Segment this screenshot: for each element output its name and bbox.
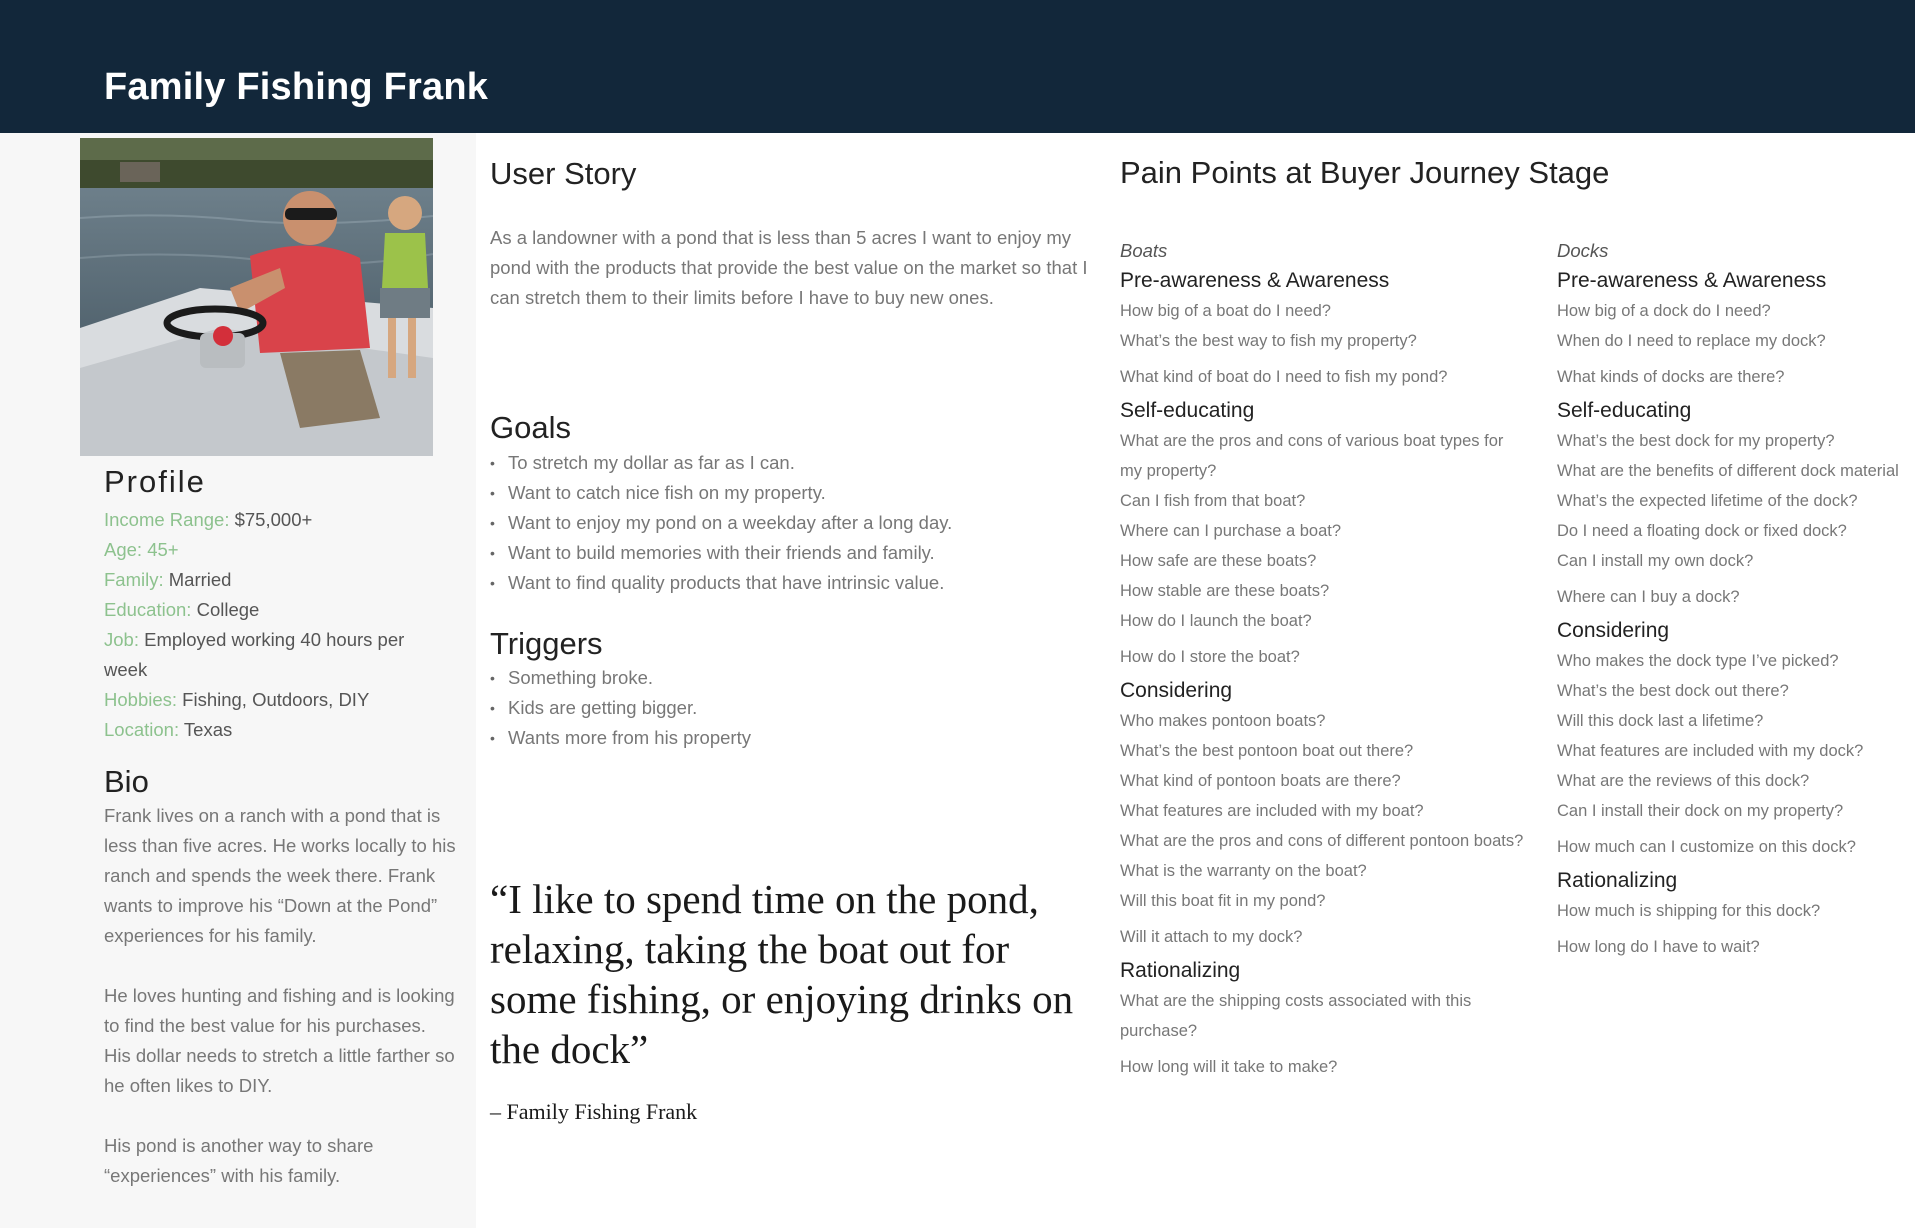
stage-list [1557,646,1915,862]
goal-item: • Want to catch nice fish on my property. [490,478,952,508]
pain-point-item: What kind of boat do I need to fish my pond? [1120,368,1448,386]
stage-list [1557,296,1915,392]
stage-list [1120,296,1550,392]
profile-label: Income Range: [104,509,230,530]
stage-list [1120,986,1550,1082]
pain-point-item: my property? [1120,462,1217,480]
profile-label: Education: [104,599,192,620]
pain-point-item: What are the pros and cons of various boat types for [1120,432,1504,450]
stage-heading: Considering [1557,619,1670,642]
trigger-item: • Wants more from his property [490,723,751,753]
pain-point-item: Will this boat fit in my pond? [1120,892,1326,910]
profile-location [104,715,444,745]
stage-list [1557,896,1915,962]
goal-item: • Want to find quality products that have intrinsic value. [490,568,952,598]
docks-category-label: Docks [1557,240,1609,261]
profile-age [104,535,444,565]
triggers-title: Triggers [490,626,603,661]
docks-column [1557,236,1915,962]
pain-point-item: Can I fish from that boat? [1120,492,1306,510]
pain-point-item: What’s the best dock out there? [1557,682,1789,700]
stage-list [1557,426,1915,612]
stage-list [1120,706,1550,952]
trigger-item: • Kids are getting bigger. [490,693,751,723]
pain-point-item: What’s the expected lifetime of the dock? [1557,492,1858,510]
pain-point-item: purchase? [1120,1022,1198,1040]
profile-family [104,565,444,595]
stage-heading: Self-educating [1120,399,1255,422]
pain-point-item: Do I need a floating dock or fixed dock? [1557,522,1847,540]
goal-item: • To stretch my dollar as far as I can. [490,448,952,478]
page-title: Family Fishing Frank [104,66,489,108]
user-story-text: As a landowner with a pond that is less than 5 acres I want to enjoy my pond with the products that provide the best value on the market so that I can stretch them to their limits before I have to buy new ones. [490,227,1088,308]
stage-list [1120,426,1550,672]
pain-point-item: How long will it take to make? [1120,1058,1338,1076]
profile-job [104,625,444,685]
profile-value: Texas [179,719,233,740]
pain-point-item: How much is shipping for this dock? [1557,902,1821,920]
header-bar [0,0,1915,133]
user-story-title: User Story [490,156,637,191]
profile-value: College [191,599,260,620]
profile-label: Hobbies: [104,689,178,710]
trigger-item: • Something broke. [490,663,751,693]
bio-text [104,801,456,1221]
goal-item: • Want to build memories with their friends and family. [490,538,952,568]
pain-point-item: What’s the best way to fish my property? [1120,332,1417,350]
goals-title: Goals [490,410,571,445]
profile-education [104,595,444,625]
profile-list [104,505,444,745]
pain-point-item: How do I store the boat? [1120,648,1300,666]
profile-label: Location: [104,719,180,740]
pain-point-item: What features are included with my boat? [1120,802,1424,820]
quote-author: – Family Fishing Frank [490,1099,698,1124]
goal-item: • Want to enjoy my pond on a weekday after a long day. [490,508,952,538]
pain-point-item: Will it attach to my dock? [1120,928,1303,946]
boats-category-label: Boats [1120,240,1168,261]
profile-value: $75,000+ [229,509,313,530]
profile-label: Family: [104,569,164,590]
pain-point-item: What features are included with my dock? [1557,742,1864,760]
boats-column [1120,236,1550,1082]
pain-point-item: What is the warranty on the boat? [1120,862,1367,880]
goals-list [490,448,952,598]
pain-point-item: Will this dock last a lifetime? [1557,712,1764,730]
profile-value: Married [163,569,232,590]
stage-heading: Rationalizing [1557,869,1678,892]
pain-points-title: Pain Points at Buyer Journey Stage [1120,155,1610,190]
pain-point-item: What are the pros and cons of different pontoon boats? [1120,832,1524,850]
profile-hobbies [104,685,444,715]
profile-title: Profile [104,464,206,499]
pain-point-item: What kinds of docks are there? [1557,368,1785,386]
stage-heading: Rationalizing [1120,959,1241,982]
pain-point-item: What are the reviews of this dock? [1557,772,1810,790]
pain-point-item: What are the shipping costs associated with this [1120,992,1472,1010]
profile-value: Fishing, Outdoors, DIY [177,689,370,710]
persona-photo [80,138,433,456]
stage-heading: Considering [1120,679,1233,702]
pain-point-item: Where can I purchase a boat? [1120,522,1342,540]
pain-point-item: How safe are these boats? [1120,552,1317,570]
pain-point-item: What kind of pontoon boats are there? [1120,772,1401,790]
profile-label: Age: 45+ [104,539,179,560]
pain-point-item: Who makes the dock type I’ve picked? [1557,652,1839,670]
stage-heading: Pre-awareness & Awareness [1120,269,1390,292]
stage-heading: Self-educating [1557,399,1692,422]
triggers-list [490,663,751,753]
bio-paragraph: He loves hunting and fishing and is looking to find the best value for his purchases. His dollar needs to stretch a little farther so he often likes to DIY. [104,985,455,1096]
pain-point-item: Can I install my own dock? [1557,552,1754,570]
pain-point-item: Can I install their dock on my property? [1557,802,1844,820]
profile-label: Job: [104,629,139,650]
pain-point-item: How long do I have to wait? [1557,938,1760,956]
pain-point-item: What are the benefits of different dock material [1557,462,1899,480]
pain-point-item: What’s the best dock for my property? [1557,432,1835,450]
pain-point-item: Where can I buy a dock? [1557,588,1740,606]
persona-quote: “I like to spend time on the pond, relaxing, taking the boat out for some fishing, or enjoying drinks on the dock” [490,876,1074,1072]
profile-value: Employed working 40 hours per week [104,629,405,680]
pain-point-item: How big of a dock do I need? [1557,302,1771,320]
profile-income [104,505,444,535]
bio-title: Bio [104,764,149,799]
bio-paragraph: Frank lives on a ranch with a pond that is less than five acres. He works locally to his ranch and spends the week there. Frank wants to improve his “Down at the Pond” experiences for his family. [104,805,456,946]
persona-photo-image [80,138,433,456]
pain-point-item: How big of a boat do I need? [1120,302,1331,320]
pain-point-item: Who makes pontoon boats? [1120,712,1326,730]
pain-point-item: What’s the best pontoon boat out there? [1120,742,1414,760]
bio-paragraph: His pond is another way to share “experiences” with his family. [104,1135,374,1186]
stage-heading: Pre-awareness & Awareness [1557,269,1827,292]
pain-point-item: How stable are these boats? [1120,582,1330,600]
pain-point-item: When do I need to replace my dock? [1557,332,1826,350]
pain-point-item: How much can I customize on this dock? [1557,838,1856,856]
pain-point-item: How do I launch the boat? [1120,612,1312,630]
